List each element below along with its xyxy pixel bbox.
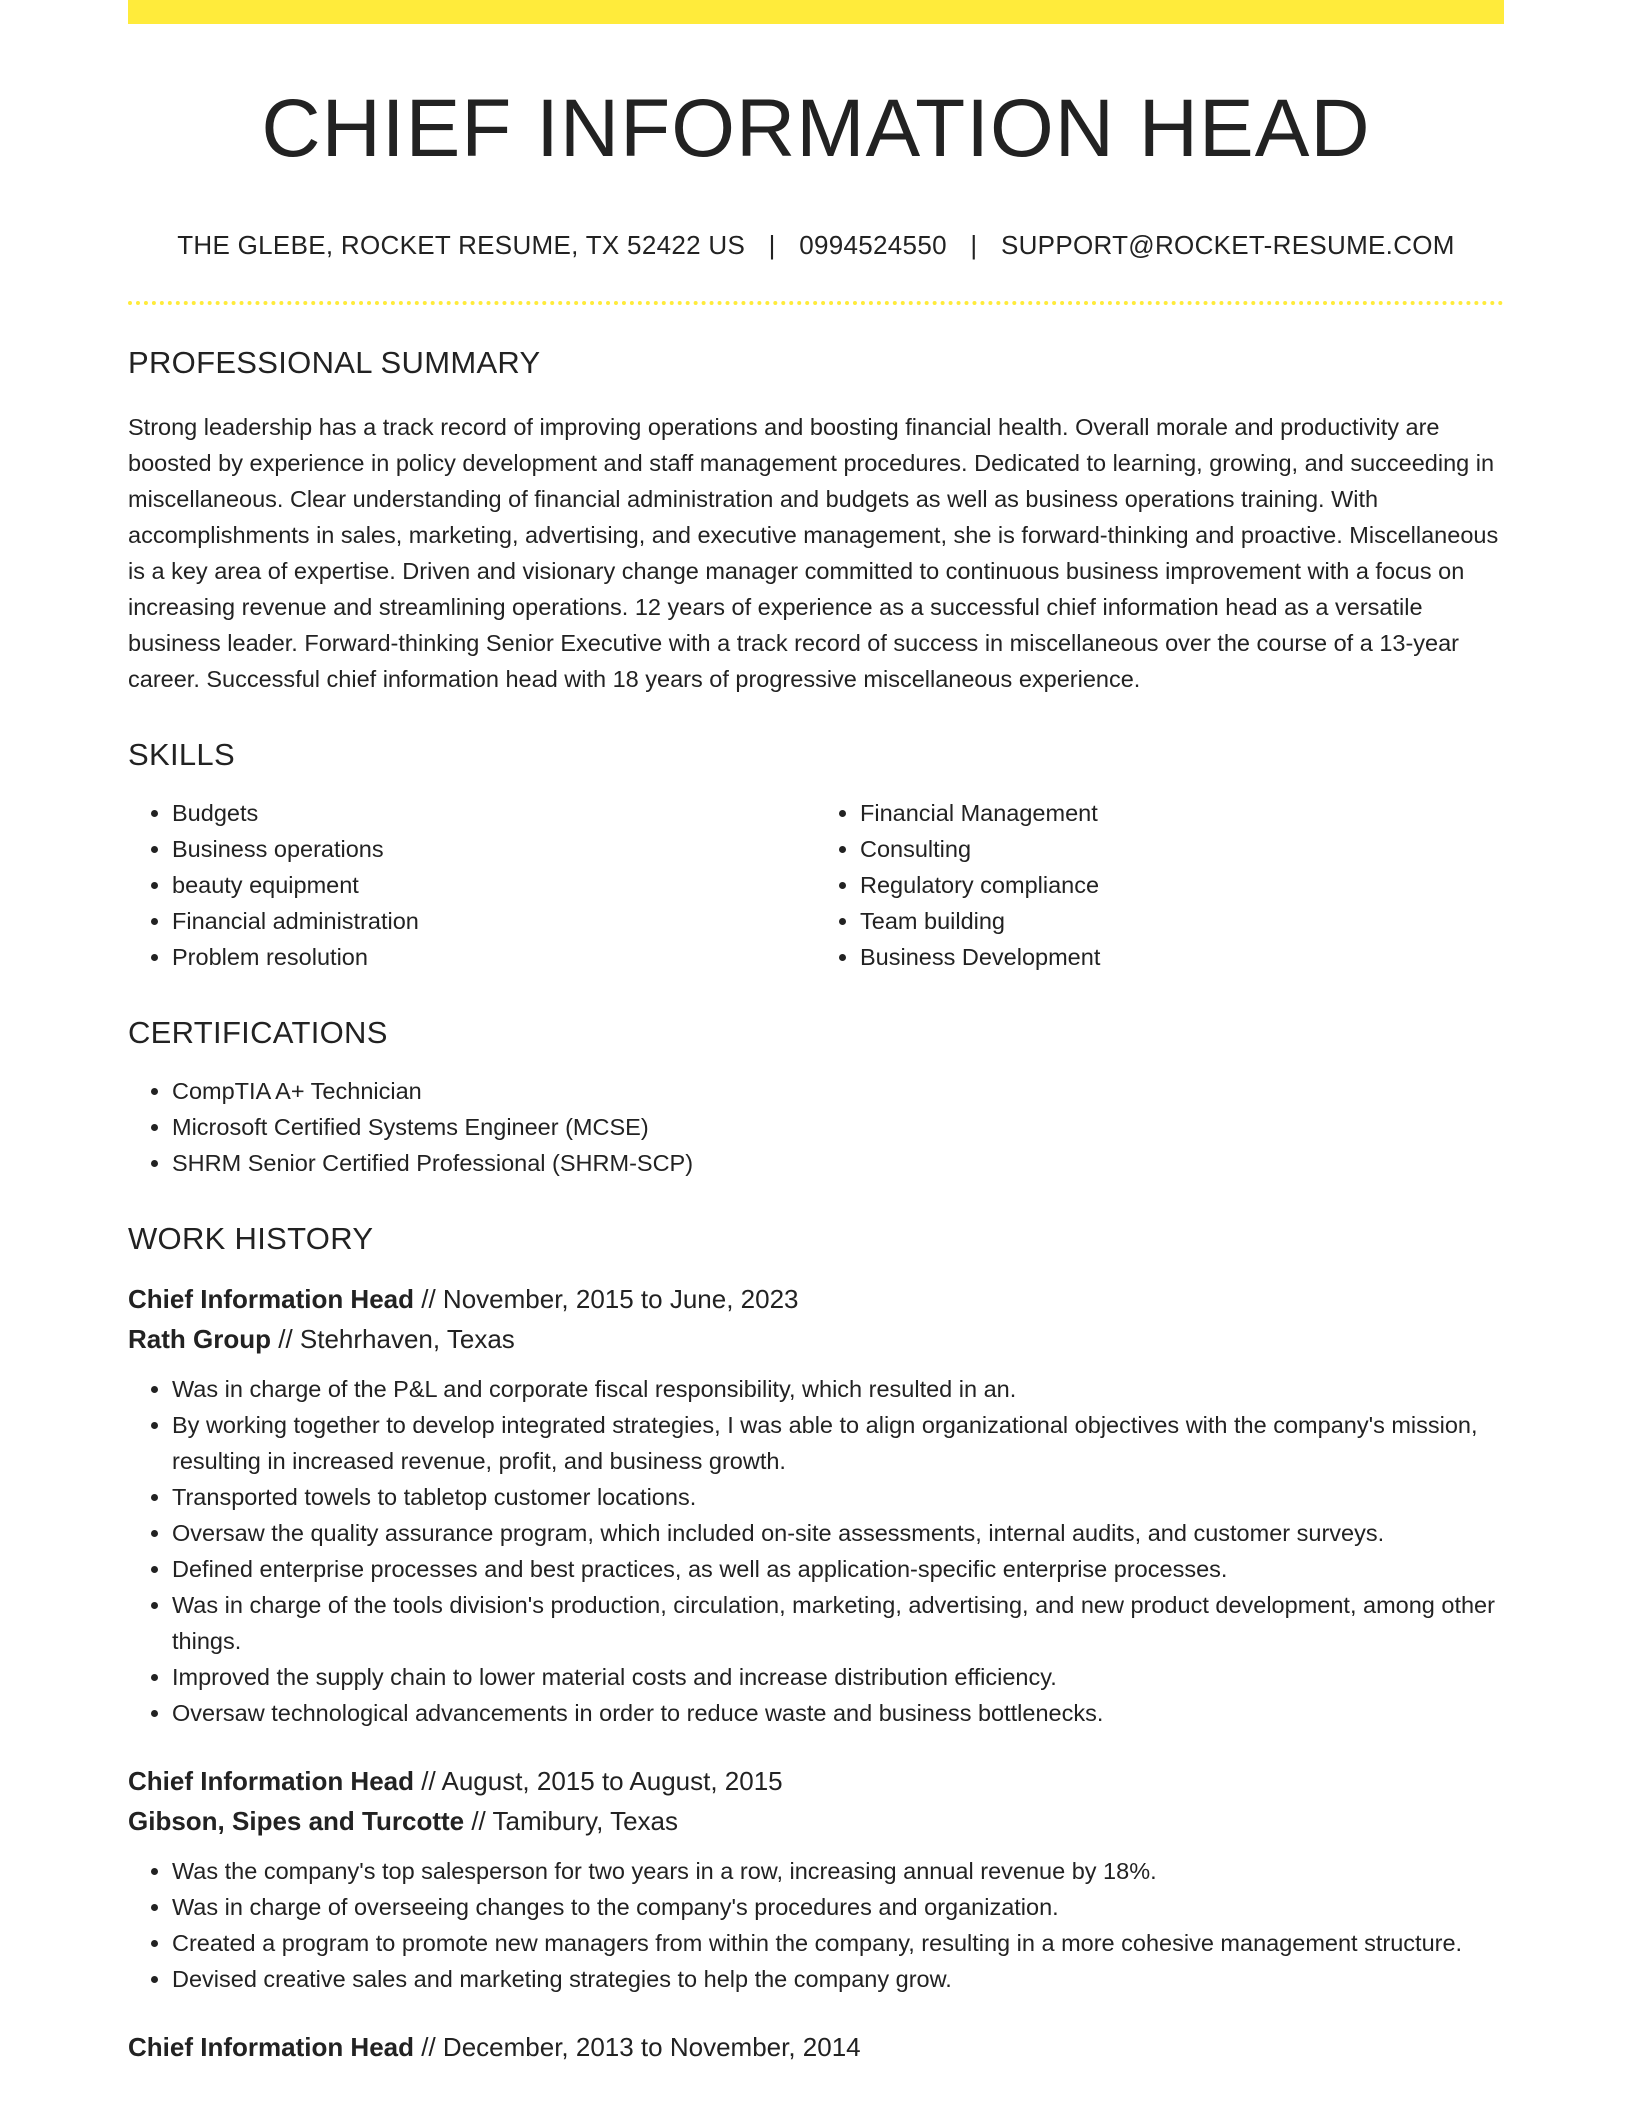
contact-address: THE GLEBE, ROCKET RESUME, TX 52422 US <box>177 230 746 261</box>
job-bullets <box>128 1853 1504 1997</box>
skills-column-left <box>128 795 816 975</box>
skill-item: • Regulatory compliance <box>860 867 1504 903</box>
job-entry <box>128 1761 1504 1997</box>
job-location: Tamibury, Texas <box>492 1806 678 1837</box>
skill-item: • Business Development <box>860 939 1504 975</box>
job-title-line <box>128 1279 1504 1319</box>
job-separator: // <box>414 1284 443 1315</box>
job-title-line <box>128 1761 1504 1801</box>
job-bullet: • Was the company's top salesperson for two years in a row, increasing annual revenue by 18%. <box>172 1853 1504 1889</box>
resume-page <box>128 0 1504 2067</box>
job-dates: November, 2015 to June, 2023 <box>442 1284 799 1315</box>
top-accent-bar <box>128 0 1504 24</box>
contact-separator: | <box>768 230 776 261</box>
job-separator: // <box>414 1766 442 1797</box>
contact-phone: 0994524550 <box>799 230 947 261</box>
job-company-line <box>128 1801 1504 1841</box>
certifications-heading: CERTIFICATIONS <box>128 1015 388 1051</box>
job-bullet: • Was in charge of the P&L and corporate fiscal responsibility, which resulted in an. <box>172 1371 1504 1407</box>
job-role: Chief Information Head <box>128 1766 415 1797</box>
skills-list <box>128 795 1504 975</box>
summary-text: Strong leadership has a track record of improving operations and boosting financial health. Overall morale and productivity are boosted by experience in policy development and staff management procedures. Dedicated to learning, growing, and succeeding in miscellaneous. Clear understanding of financial administration and budgets as well as business operations training. With accomplishments in sales, marketing, advertising, and executive management, she is forward-thinking and proactive. Miscellaneous is a key area of expertise. Driven and visionary change manager committed to continuous business improvement with a focus on increasing revenue and streamlining operations. 12 years of experience as a successful chief information head as a versatile business leader. Forward-thinking Senior Executive with a track record of success in miscellaneous over the course of a 13-year career. Successful chief information head with 18 years of progressive miscellaneous experience. <box>128 414 1499 693</box>
skills-heading: SKILLS <box>128 737 235 773</box>
job-bullets <box>128 1371 1504 1731</box>
contact-email: SUPPORT@ROCKET-RESUME.COM <box>1000 230 1455 261</box>
job-dates: August, 2015 to August, 2015 <box>441 1766 783 1797</box>
job-bullet: • Transported towels to tabletop customer locations. <box>172 1479 1504 1515</box>
job-bullet: • Was in charge of overseeing changes to the company's procedures and organization. <box>172 1889 1504 1925</box>
certification-item: • CompTIA A+ Technician <box>172 1073 1504 1109</box>
job-separator: // <box>414 2032 443 2063</box>
job-bullet: • By working together to develop integrated strategies, I was able to align organizational objectives with the company's mission, resulting in increased revenue, profit, and business growth. <box>172 1407 1504 1479</box>
summary-heading: PROFESSIONAL SUMMARY <box>128 345 541 381</box>
job-bullet: • Improved the supply chain to lower material costs and increase distribution efficiency. <box>172 1659 1504 1695</box>
resume-name: CHIEF INFORMATION HEAD <box>261 83 1371 174</box>
contact-separator: | <box>970 230 978 261</box>
job-bullet: • Oversaw technological advancements in order to reduce waste and business bottlenecks. <box>172 1695 1504 1731</box>
contact-line <box>128 230 1504 261</box>
skill-item: • Problem resolution <box>172 939 816 975</box>
job-role: Chief Information Head <box>128 2032 415 2063</box>
job-separator: // <box>271 1324 300 1355</box>
certification-item: • Microsoft Certified Systems Engineer (MCSE) <box>172 1109 1504 1145</box>
job-bullet: • Oversaw the quality assurance program, which included on-site assessments, internal audits, and customer surveys. <box>172 1515 1504 1551</box>
job-bullet: • Was in charge of the tools division's production, circulation, marketing, advertising, and new product development, among other things. <box>172 1587 1504 1659</box>
skill-item: • Financial administration <box>172 903 816 939</box>
job-title-line <box>128 2027 1504 2067</box>
job-role: Chief Information Head <box>128 1284 415 1315</box>
job-company: Rath Group <box>128 1324 271 1355</box>
job-bullet: • Devised creative sales and marketing strategies to help the company grow. <box>172 1961 1504 1997</box>
skill-item: • Team building <box>860 903 1504 939</box>
job-entry <box>128 2027 1504 2067</box>
job-location: Stehrhaven, Texas <box>299 1324 515 1355</box>
skill-item: • Consulting <box>860 831 1504 867</box>
job-bullet: • Created a program to promote new managers from within the company, resulting in a more cohesive management structure. <box>172 1925 1504 1961</box>
skills-column-right <box>816 795 1504 975</box>
certifications-list <box>128 1073 1504 1181</box>
skill-item: • Budgets <box>172 795 816 831</box>
skill-item: • Financial Management <box>860 795 1504 831</box>
job-dates: December, 2013 to November, 2014 <box>442 2032 861 2063</box>
job-entry <box>128 1279 1504 1731</box>
work-history-heading: WORK HISTORY <box>128 1221 374 1257</box>
certification-item: • SHRM Senior Certified Professional (SHRM-SCP) <box>172 1145 1504 1181</box>
job-company: Gibson, Sipes and Turcotte <box>128 1806 465 1837</box>
header-divider <box>128 301 1504 305</box>
job-company-line <box>128 1319 1504 1359</box>
skill-item: • beauty equipment <box>172 867 816 903</box>
skill-item: • Business operations <box>172 831 816 867</box>
job-bullet: • Defined enterprise processes and best practices, as well as application-specific enterprise processes. <box>172 1551 1504 1587</box>
job-separator: // <box>464 1806 493 1837</box>
